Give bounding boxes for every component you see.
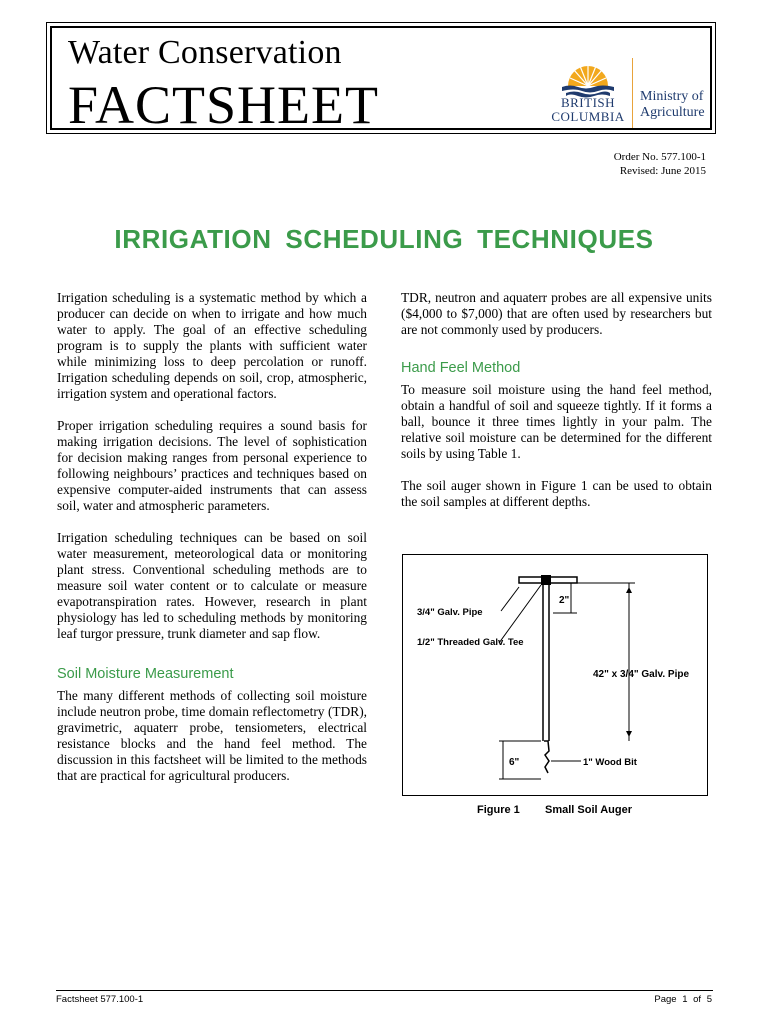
order-info: [614, 150, 706, 178]
section-heading-hand-feel: Hand Feel Method: [401, 360, 521, 376]
paragraph-intro: Irrigation scheduling is a systematic method by which a producer can decide on when to irrigate and how much water to apply. The goal of an effective scheduling program is to supply the plants with sufficient water while minimizing loss to deep percolation or runoff. Irrigation scheduling depends on soil, crop, atmospheric, irrigation system and operational factors.: [57, 290, 367, 401]
figure-title: Small Soil Auger: [545, 804, 633, 816]
arrow-up: [626, 587, 632, 593]
paragraph-probes: TDR, neutron and aquaterr probes are all expensive units ($4,000 to $7,000) that are often used by researchers but are not commonly used by producers.: [401, 290, 712, 337]
left-column: [57, 290, 367, 800]
page-of: of: [693, 994, 702, 1005]
tee-leader: [499, 585, 541, 643]
figure-number: Figure 1: [477, 804, 520, 816]
dim-bottom-label: 6": [509, 757, 520, 768]
paragraph-soil-moisture: The many different methods of collecting soil moisture include neutron probe, time domain reflectometry (TDR), gravimetric, aquaterr probe, tensiometers, electrical resistance blocks and the hand feel method. The discussion in this factsheet will be limited to the methods that are practical for agricultural producers.: [57, 688, 367, 783]
footer-rule: [56, 990, 713, 991]
dim-top-label: 2": [559, 595, 570, 606]
page-label: Page: [654, 994, 677, 1005]
header-inner-border: [50, 26, 712, 135]
soil-auger-diagram: [403, 555, 707, 795]
pipe-top-leader: [501, 587, 519, 611]
bc-wordmark-line2: COLUMBIA: [551, 109, 625, 124]
paragraph-proper-scheduling: Proper irrigation scheduling requires a sound basis for making irrigation decisions. The level of sophistication for decision making ranges from personal experience to following neighbours’ practices and techniques based on expensive computer-aided instruments that can assess soil, water and atmospheric parameters.: [57, 418, 367, 513]
document-title: IRRIGATION SCHEDULING TECHNIQUES: [114, 224, 654, 254]
paragraph-soil-auger: The soil auger shown in Figure 1 can be used to obtain the soil samples at different depths.: [401, 478, 712, 509]
footer-page-number: [651, 994, 712, 1005]
bc-government-logo: [548, 58, 708, 128]
page-current: 1: [682, 994, 688, 1005]
bc-wordmark-line1: BRITISH: [560, 95, 616, 110]
logo-divider: [632, 58, 633, 128]
figure-soil-auger: [402, 554, 708, 796]
page-total: 5: [706, 994, 712, 1005]
tee-label: 1/2" Threaded Galv. Tee: [417, 637, 524, 648]
auger-bit: [544, 741, 549, 773]
header-box: [46, 22, 716, 134]
order-number: Order No. 577.100-1: [613, 151, 706, 163]
bit-label: 1" Wood Bit: [583, 757, 637, 768]
arrow-down: [626, 731, 632, 737]
paragraph-hand-feel: To measure soil moisture using the hand feel method, obtain a handful of soil and squeeze tightly. If it forms a ball, bounce it three times lightly in your palm. The relative soil moisture can be determined for the different soils by using Table 1.: [401, 382, 712, 461]
shaft-label: 42" x 3/4" Galv. Pipe: [593, 669, 690, 680]
ministry-line2: Agriculture: [640, 105, 705, 120]
bc-wordmark: [548, 96, 628, 124]
header-title-line1: Water Conservation: [68, 34, 342, 71]
ministry-name: [640, 89, 705, 121]
footer-factsheet-id: Factsheet 577.100-1: [56, 994, 144, 1005]
right-column: [401, 290, 712, 526]
paragraph-techniques: Irrigation scheduling techniques can be based on soil water measurement, meteorological data or monitoring plant stress. Conventional scheduling methods are to measure soil water content or to calculate or measure evapotranspiration rates. However, research in plant physiology has led to scheduling methods by monitoring leaf turgor pressure, trunk diameter and sap flow.: [57, 530, 367, 641]
pipe-top-label: 3/4" Galv. Pipe: [417, 607, 483, 618]
section-heading-soil-moisture: Soil Moisture Measurement: [57, 666, 234, 682]
bc-sun-icon: [548, 58, 628, 98]
revised-date: Revised: June 2015: [619, 165, 706, 177]
ministry-line1: Ministry of: [640, 89, 704, 104]
header-title-factsheet: FACTSHEET: [68, 75, 380, 135]
auger-tee: [541, 575, 551, 585]
